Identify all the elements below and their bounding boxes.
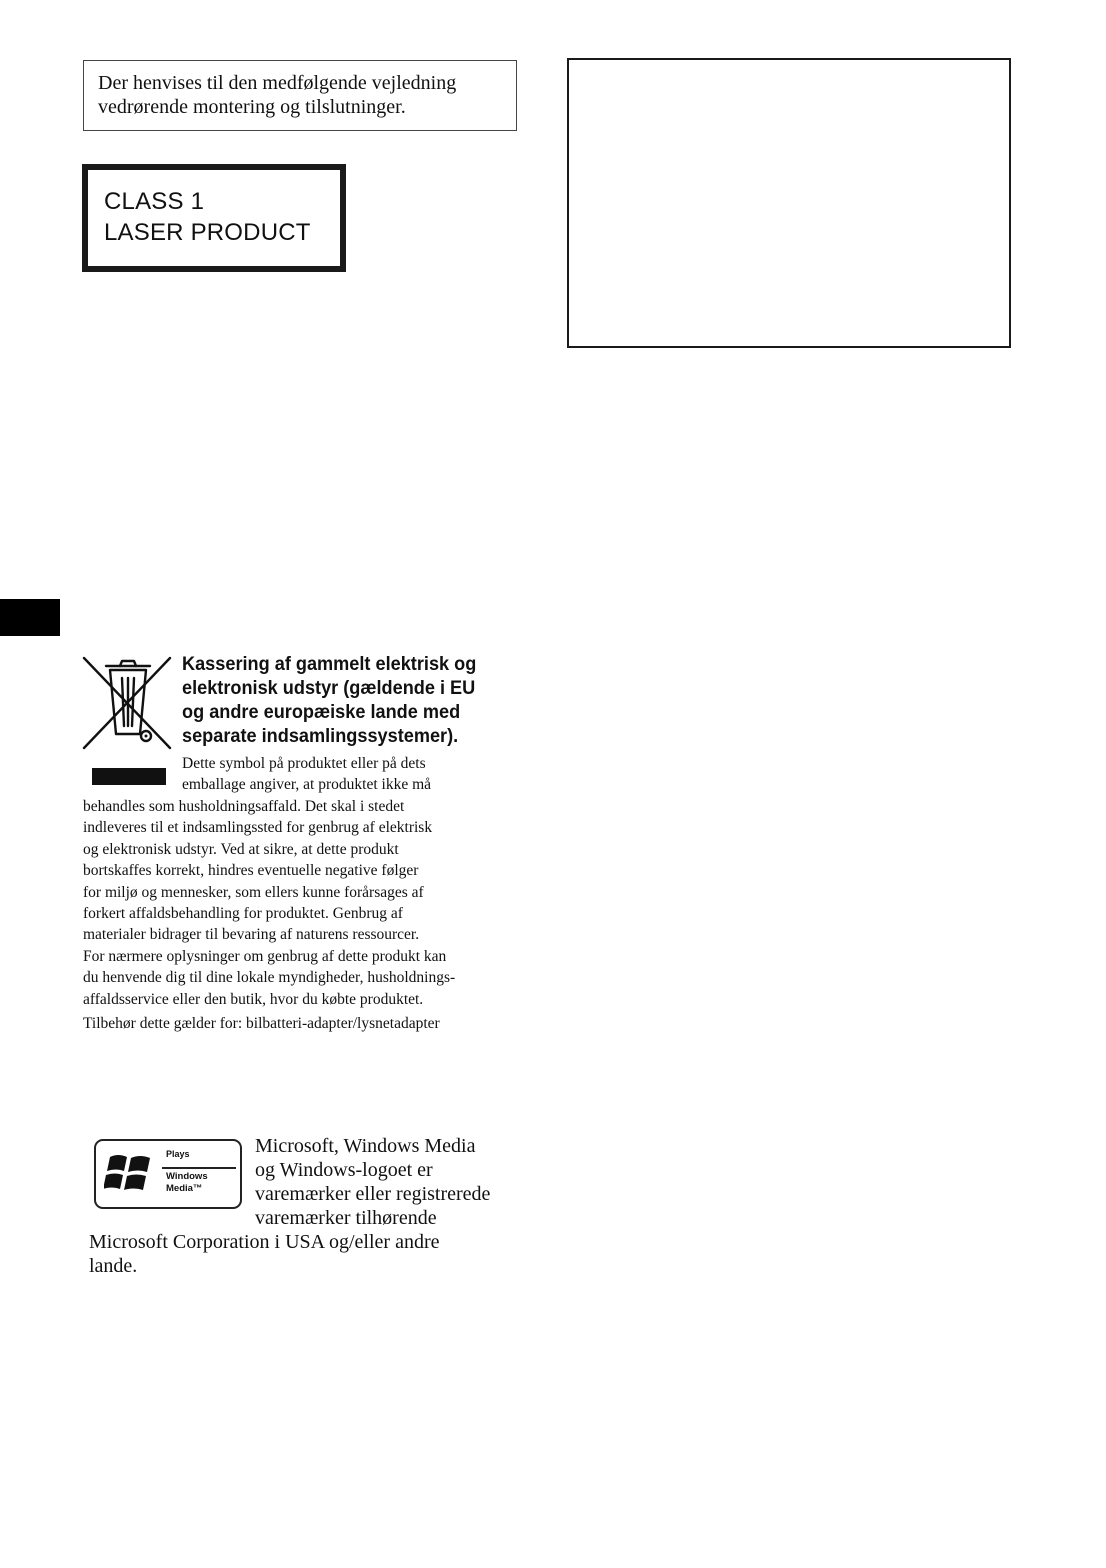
disposal-body-line: for miljø og mennesker, som ellers kunne forårsages af: [83, 883, 424, 901]
trademark-line: varemærker eller registrerede: [255, 1183, 491, 1205]
disposal-body-line: materialer bidrager til bevaring af naturens ressourcer.: [83, 926, 420, 944]
notice-line: Der henvises til den medfølgende vejledning: [98, 72, 457, 94]
crossed-out-wheelie-bin-icon: [82, 654, 174, 752]
disposal-body-line: Dette symbol på produktet eller på dets: [182, 755, 426, 772]
laser-label-line: CLASS 1: [104, 188, 205, 215]
installation-notice-box: [83, 60, 517, 131]
page-side-tab-marker: [0, 599, 60, 636]
disposal-body-line: du henvende dig til dine lokale myndigheder, husholdnings-: [83, 969, 456, 987]
accessory-applies-to: Tilbehør dette gælder for: bilbatteri-adapter/lysnetadapter: [83, 1015, 440, 1032]
trademark-line: lande.: [89, 1255, 138, 1277]
logo-name-line: Media™: [166, 1183, 203, 1194]
logo-plays-text: Plays: [166, 1149, 190, 1159]
disposal-body-beside-icon: [182, 753, 431, 796]
trademark-text: [89, 1230, 440, 1278]
trademark-line: varemærker tilhørende: [255, 1207, 437, 1229]
disposal-heading-line: Kassering af gammelt elektrisk og: [182, 653, 477, 675]
trademark-line: og Windows-logoet er: [255, 1159, 433, 1181]
empty-frame: [567, 58, 1011, 348]
class-1-laser-label: [82, 164, 346, 272]
disposal-body-line: forkert affaldsbehandling for produktet. Genbrug af: [83, 905, 403, 923]
disposal-heading-line: separate indsamlingssystemer).: [182, 725, 459, 747]
windows-flag-icon: [104, 1149, 154, 1199]
disposal-heading: [182, 652, 498, 748]
trademark-line: Microsoft, Windows Media: [255, 1135, 476, 1157]
logo-name-line: Windows: [166, 1171, 208, 1182]
notice-line: vedrørende montering og tilslutninger.: [98, 96, 406, 118]
disposal-body-line: emballage angiver, at produktet ikke må: [182, 776, 432, 794]
disposal-body: [83, 796, 455, 1010]
laser-label-line: LASER PRODUCT: [104, 219, 311, 246]
disposal-body-line: bortskaffes korrekt, hindres eventuelle negative følger: [83, 862, 419, 880]
disposal-heading-line: og andre europæiske lande med: [182, 701, 461, 723]
weee-underline-bar: [92, 768, 166, 785]
disposal-body-line: og elektronisk udstyr. Ved at sikre, at dette produkt: [83, 840, 399, 858]
plays-windows-media-logo: [94, 1139, 242, 1209]
disposal-body-line: For nærmere oplysninger om genbrug af dette produkt kan: [83, 947, 447, 965]
disposal-heading-line: elektronisk udstyr (gældende i EU: [182, 677, 476, 699]
logo-divider: [162, 1167, 236, 1169]
logo-product-name: [166, 1171, 208, 1195]
disposal-body-line: behandles som husholdningsaffald. Det skal i stedet: [83, 798, 405, 815]
trademark-line: Microsoft Corporation i USA og/eller andre: [89, 1231, 440, 1253]
trademark-text-beside-logo: [255, 1134, 490, 1230]
disposal-body-line: indleveres til et indsamlingssted for genbrug af elektrisk: [83, 819, 433, 837]
disposal-body-line: affaldsservice eller den butik, hvor du købte produktet.: [83, 990, 424, 1008]
